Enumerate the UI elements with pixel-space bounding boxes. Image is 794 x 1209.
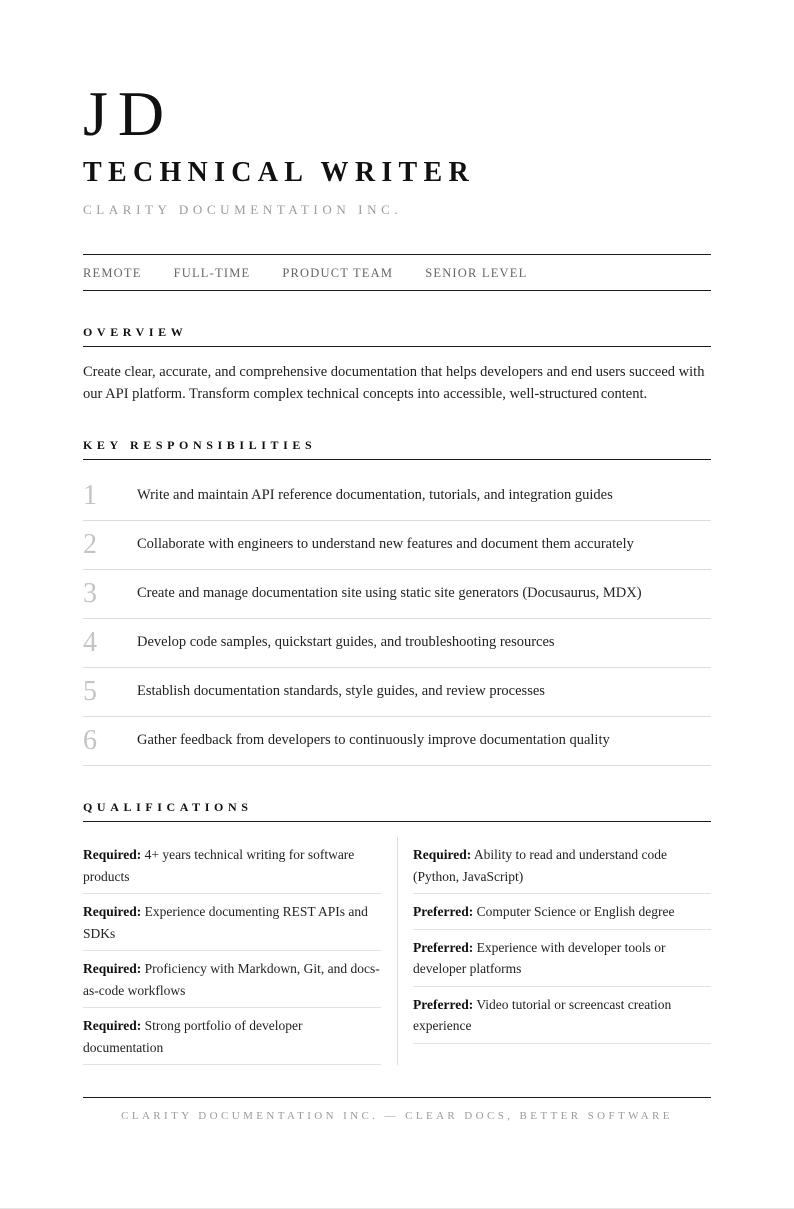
job-meta-bar [83,254,711,291]
qualification-text: Proficiency with Markdown, Git, and docs-as-code workflows [83,961,380,998]
qualification-label: Required: [413,847,472,862]
qualification-text: Experience with developer tools or developer platforms [413,939,666,976]
responsibility-text: Gather feedback from developers to continuously improve documentation quality [137,732,610,748]
responsibility-number: 1 [83,480,97,511]
qualification-text: Computer Science or English degree [473,904,675,919]
qualification-text: 4+ years technical writing for software products [83,847,355,884]
qualification-item [413,987,711,1044]
responsibility-item [83,619,711,668]
meta-location: REMOTE [83,265,142,280]
responsibility-number: 2 [83,529,97,560]
responsibility-text: Collaborate with engineers to understand new features and document them accurately [137,536,634,552]
monogram: JD [83,78,175,149]
qualifications-column-right [413,837,711,1044]
qualification-text: Ability to read and understand code (Python, JavaScript) [413,847,667,884]
responsibility-number: 4 [83,627,97,658]
responsibility-text: Develop code samples, quickstart guides, and troubleshooting resources [137,634,555,650]
responsibilities-list [83,472,711,766]
qualification-item [83,1008,381,1065]
qualification-label: Required: [83,1018,142,1033]
responsibility-text: Create and manage documentation site using static site generators (Docusaurus, MDX) [137,585,642,601]
meta-team: PRODUCT TEAM [282,265,394,280]
qualification-item [413,837,711,894]
qualification-label: Preferred: [413,996,474,1012]
qualification-text: Experience documenting REST APIs and SDKs [83,904,368,941]
job-title: TECHNICAL WRITER [83,157,476,188]
responsibility-item [83,472,711,521]
responsibility-item [83,668,711,717]
qualifications-grid [83,837,711,1065]
responsibility-number: 5 [83,676,97,707]
meta-employment-type: FULL-TIME [173,265,251,280]
column-divider [397,837,398,1065]
qualification-label: Preferred: [413,939,474,955]
qualification-text: Video tutorial or screencast creation experience [413,996,672,1033]
qualifications-column-left [83,837,381,1065]
qualification-label: Required: [83,961,142,976]
qualification-label: Required: [83,847,142,862]
footer-tagline: CLARITY DOCUMENTATION INC. — CLEAR DOCS, BETTER SOFTWARE [121,1110,673,1122]
qualification-item [83,951,381,1008]
overview-heading: OVERVIEW [83,325,711,347]
meta-level: SENIOR LEVEL [425,265,528,280]
responsibility-item [83,570,711,619]
qualification-label: Required: [83,904,142,919]
qualification-item [83,837,381,894]
responsibility-text: Establish documentation standards, style guides, and review processes [137,683,545,699]
responsibility-item [83,521,711,570]
qualification-item [83,894,381,951]
responsibility-number: 3 [83,578,97,609]
qualification-label: Preferred: [413,904,474,919]
qualifications-heading: QUALIFICATIONS [83,800,711,822]
responsibility-text: Write and maintain API reference documentation, tutorials, and integration guides [137,487,613,503]
company-name: CLARITY DOCUMENTATION INC. [83,202,403,217]
qualification-item [413,930,711,987]
responsibility-number: 6 [83,725,97,756]
qualification-text: Strong portfolio of developer documentation [83,1018,303,1055]
responsibilities-heading: KEY RESPONSIBILITIES [83,438,711,460]
footer-divider [83,1097,711,1098]
responsibility-item [83,717,711,766]
overview-text: Create clear, accurate, and comprehensive documentation that helps developers and end users succeed with our API platform. Transform complex technical concepts into accessible, well-structured content. [83,364,705,402]
qualification-item [413,894,711,930]
